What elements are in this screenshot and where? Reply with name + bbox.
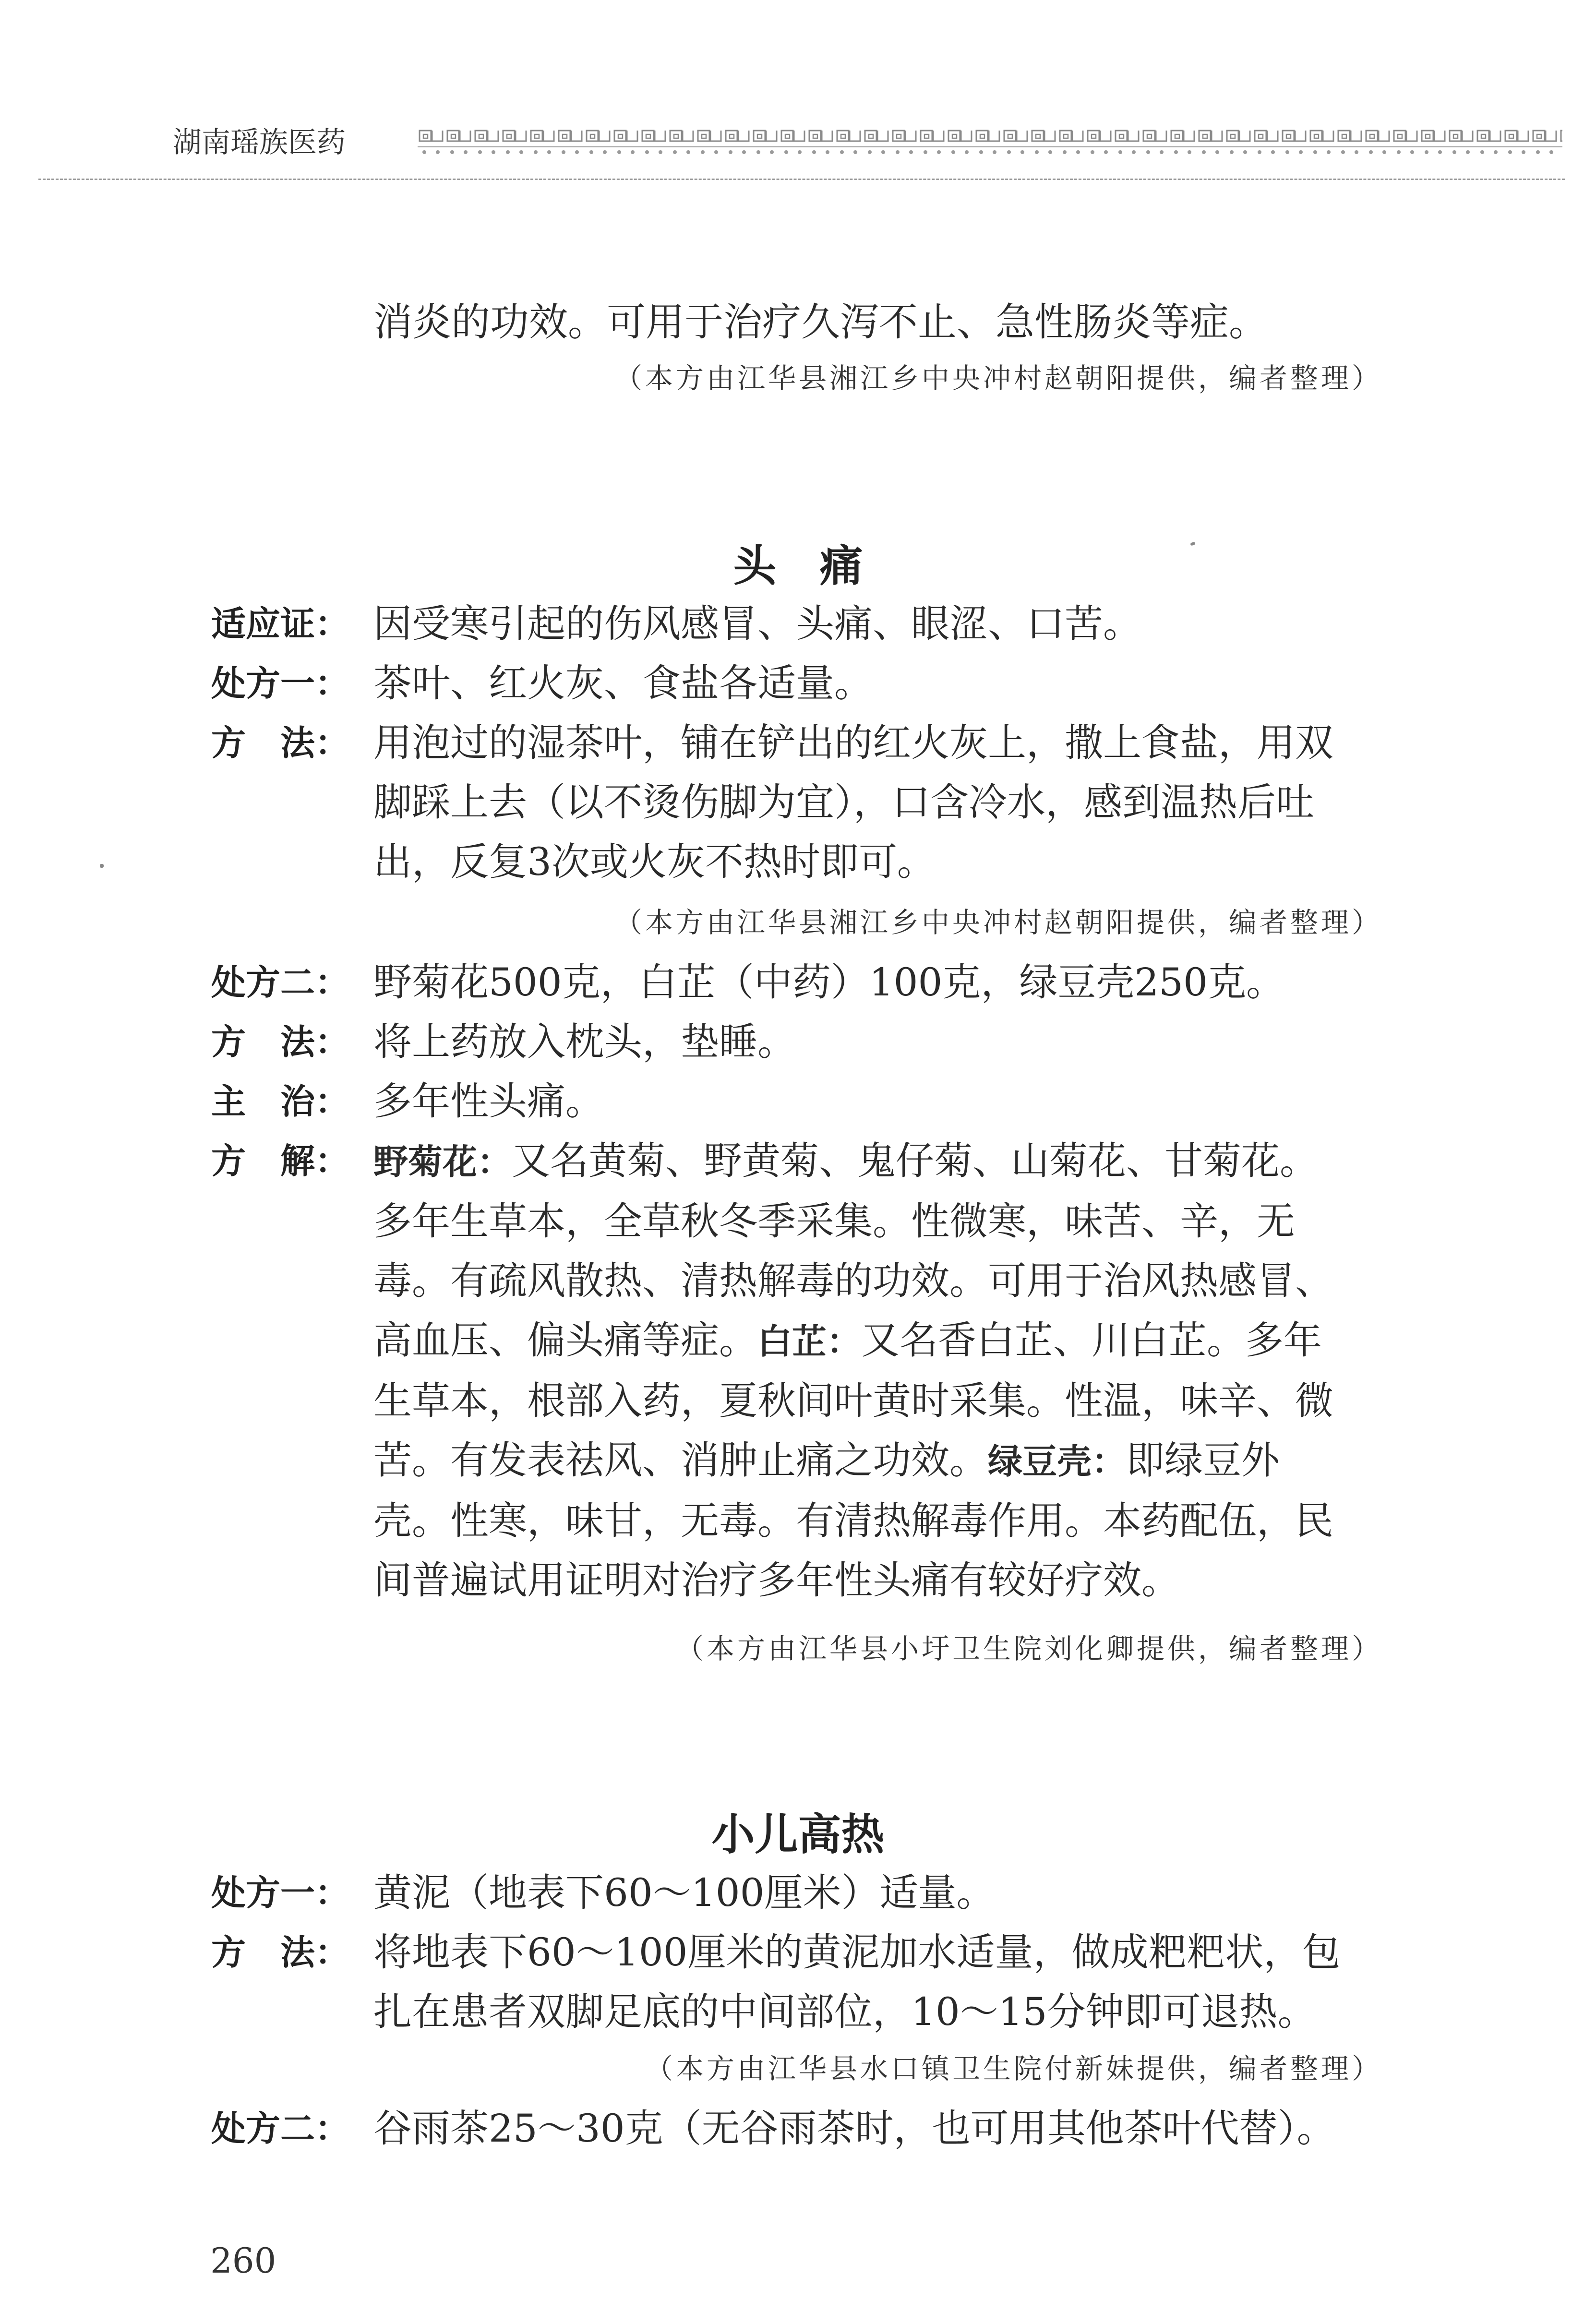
page-number: 260 bbox=[210, 2240, 276, 2281]
entry-text-line: 扎在患者双脚足底的中间部位，10～15分钟即可退热。 bbox=[373, 1989, 1316, 2034]
entry-text: 黄泥（地表下60～100厘米）适量。 bbox=[373, 1870, 995, 1915]
entry-text: 茶叶、红火灰、食盐各适量。 bbox=[373, 661, 873, 706]
source-note: （本方由江华县湘江乡中央冲村赵朝阳提供，编者整理） bbox=[614, 906, 1382, 939]
scan-speck bbox=[100, 864, 104, 868]
entry-text-line: 即绿豆外 bbox=[1126, 1438, 1280, 1483]
herb-name: 白芷： bbox=[757, 1321, 862, 1362]
entry-label: 方 法： bbox=[211, 723, 350, 763]
entry-text-line: 高血压、偏头痛等症。 bbox=[373, 1318, 757, 1363]
section-title-child-fever: 小儿高热 bbox=[711, 1809, 885, 1860]
herb-name: 绿豆壳： bbox=[988, 1441, 1127, 1482]
source-note: （本方由江华县小圩卫生院刘化卿提供，编者整理） bbox=[675, 1632, 1382, 1665]
entry-text-line: 苦。有发表祛风、消肿止痛之功效。 bbox=[373, 1438, 988, 1483]
entry-label: 方 法： bbox=[211, 1932, 350, 1973]
entry-text: 谷雨茶25～30克（无谷雨茶时，也可用其他茶叶代替）。 bbox=[373, 2106, 1335, 2151]
entry-text-line: 毒。有疏风散热、清热解毒的功效。可用于治风热感冒、 bbox=[373, 1258, 1333, 1303]
entry-text-line: 间普遍试用证明对治疗多年性头痛有较好疗效。 bbox=[373, 1558, 1180, 1603]
entry-text-line: 又名黄菊、野黄菊、鬼仔菊、山菊花、甘菊花。 bbox=[512, 1138, 1319, 1183]
continuation-line: 消炎的功效。可用于治疗久泻不止、急性肠炎等症。 bbox=[373, 300, 1268, 345]
entry-label: 主 治： bbox=[211, 1081, 350, 1122]
entry-text-line: 用泡过的湿茶叶，铺在铲出的红火灰上，撒上食盐，用双 bbox=[373, 720, 1333, 765]
entry-text: 因受寒引起的伤风感冒、头痛、眼涩、口苦。 bbox=[373, 601, 1141, 646]
entry-text-line: 生草本，根部入药，夏秋间叶黄时采集。性温，味辛、微 bbox=[373, 1378, 1333, 1423]
section-title-headache: 头 痛 bbox=[733, 541, 863, 591]
entry-label: 方 法： bbox=[211, 1022, 350, 1062]
entry-text-line: 脚踩上去（以不烫伤脚为宜），口含冷水，感到温热后吐 bbox=[373, 780, 1314, 825]
entry-text-line: 又名香白芷、川白芷。多年 bbox=[861, 1318, 1322, 1363]
running-header-title: 湖南瑶族医药 bbox=[173, 126, 346, 159]
source-note: （本方由江华县水口镇卫生院付新妹提供，编者整理） bbox=[645, 2052, 1382, 2085]
herb-name: 野菊花： bbox=[373, 1142, 512, 1182]
entry-text-line: 壳。性寒，味甘，无毒。有清热解毒作用。本药配伍，民 bbox=[373, 1498, 1333, 1543]
entry-label: 适应证： bbox=[211, 604, 350, 644]
entry-text: 将上药放入枕头，垫睡。 bbox=[373, 1019, 796, 1064]
entry-text: 多年性头痛。 bbox=[373, 1079, 604, 1124]
entry-text-line: 将地表下60～100厘米的黄泥加水适量，做成粑粑状，包 bbox=[373, 1930, 1341, 1975]
decorative-border-band bbox=[418, 126, 1562, 157]
header-rule bbox=[38, 179, 1565, 180]
entry-label: 方 解： bbox=[211, 1141, 350, 1181]
entry-text-line: 出，反复3次或火灰不热时即可。 bbox=[373, 839, 936, 884]
entry-label: 处方一： bbox=[211, 1873, 350, 1913]
entry-label: 处方一： bbox=[211, 663, 350, 704]
source-note: （本方由江华县湘江乡中央冲村赵朝阳提供，编者整理） bbox=[614, 362, 1382, 395]
entry-label: 处方二： bbox=[211, 2108, 350, 2149]
entry-text: 野菊花500克，白芷（中药）100克，绿豆壳250克。 bbox=[373, 960, 1285, 1005]
entry-label: 处方二： bbox=[211, 962, 350, 1003]
entry-text-line: 多年生草本，全草秋冬季采集。性微寒，味苦、辛，无 bbox=[373, 1199, 1295, 1244]
